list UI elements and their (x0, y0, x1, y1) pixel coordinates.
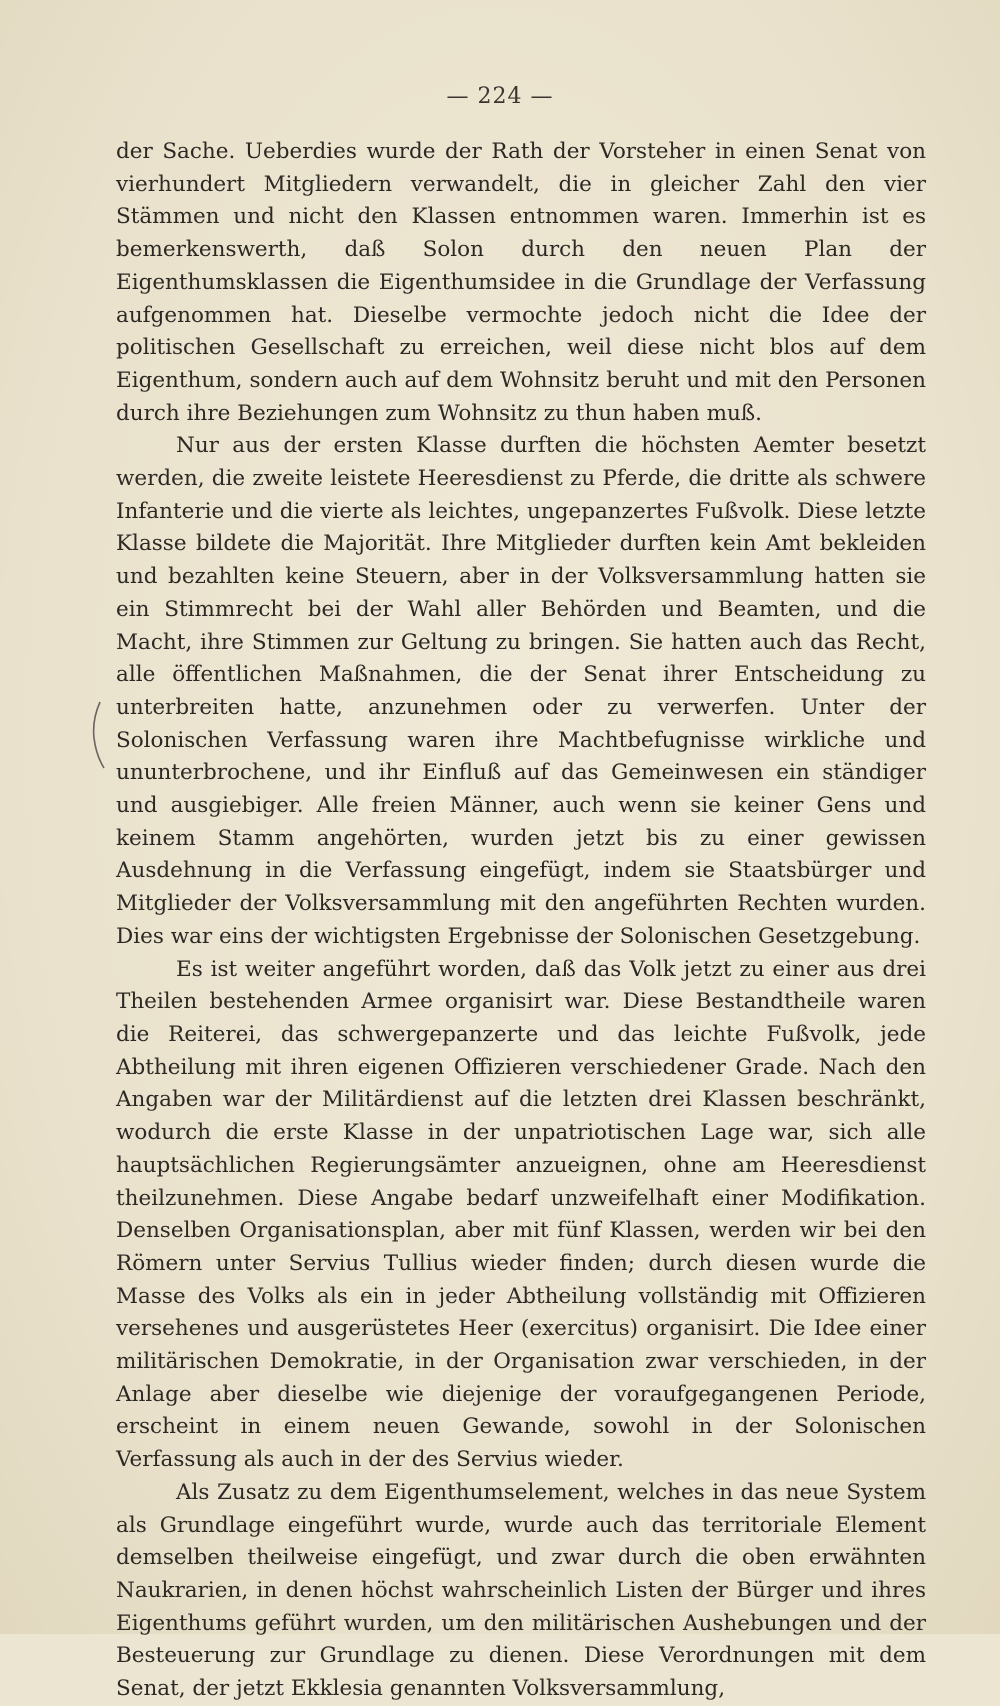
body-text (116, 136, 926, 1706)
paragraph: der Sache. Ueberdies wurde der Rath der Vorsteher in einen Senat von vierhundert Mitgliedern verwandelt, die in gleicher Zahl den vier Stämmen und nicht den Klassen entnommen waren. Immerhin ist es bemerkenswerth, daß Solon durch den neuen Plan der Eigenthumsklassen die Eigenthumsidee in die Grundlage der Verfassung aufgenommen hat. Dieselbe vermochte jedoch nicht die Idee der politischen Gesellschaft zu erreichen, weil diese nicht blos auf dem Eigenthum, sondern auch auf dem Wohnsitz beruht und mit den Personen durch ihre Beziehungen zum Wohnsitz zu thun haben muß. (116, 139, 926, 426)
margin-pencil-mark (88, 700, 108, 770)
paragraph: Es ist weiter angeführt worden, daß das Volk jetzt zu einer aus drei Theilen bestehenden Armee organisirt war. Diese Bestandtheile waren die Reiterei, das schwergepanzerte und das leichte Fußvolk, jede Abtheilung mit ihren eigenen Offizieren verschiedener Grade. Nach den Angaben war der Militärdienst auf die letzten drei Klassen beschränkt, wodurch die erste Klasse in der unpatriotischen Lage war, sich alle hauptsächlichen Regierungsämter anzueignen, ohne am Heeresdienst theilzunehmen. Diese Angabe bedarf unzweifelhaft einer Modifikation. Denselben Organisationsplan, aber mit fünf Klassen, werden wir bei den Römern unter Servius Tullius wieder finden; durch diesen wurde die Masse des Volks als ein in jeder Abtheilung vollständig mit Offizieren versehenes und ausgerüstetes Heer (exercitus) organisirt. Die Idee einer militärischen Demokratie, in der Organisation zwar verschieden, in der Anlage aber dieselbe wie diejenige der voraufgegangenen Periode, erscheint in einem neuen Gewande, sowohl in der Solonischen Verfassung als auch in der des Servius wieder. (116, 956, 926, 1473)
paragraph: Nur aus der ersten Klasse durften die höchsten Aemter besetzt werden, die zweite leistete Heeresdienst zu Pferde, die dritte als schwere Infanterie und die vierte als leichtes, ungepanzertes Fußvolk. Diese letzte Klasse bildete die Majorität. Ihre Mitglieder durften kein Amt bekleiden und bezahlten keine Steuern, aber in der Volksversammlung hatten sie ein Stimmrecht bei der Wahl aller Behörden und Beamten, und die Macht, ihre Stimmen zur Geltung zu bringen. Sie hatten auch das Recht, alle öffentlichen Maßnahmen, die der Senat ihrer Entscheidung zu unterbreiten hatte, anzunehmen oder zu verwerfen. Unter der Solonischen Verfassung waren ihre Machtbefugnisse wirkliche und ununterbrochene, und ihr Einfluß auf das Gemeinwesen ein ständiger und ausgiebiger. Alle freien Männer, auch wenn sie keiner Gens und keinem Stamm angehörten, wurden jetzt bis zu einer gewissen Ausdehnung in die Verfassung eingefügt, indem sie Staatsbürger und Mitglieder der Volksversammlung mit den angeführten Rechten wurden. Dies war eins der wichtigsten Ergebnisse der Solonischen Gesetzgebung. (116, 433, 926, 949)
paragraph: Als Zusatz zu dem Eigenthumselement, welches in das neue System als Grundlage eingeführt wurde, wurde auch das territoriale Element demselben theilweise eingefügt, und zwar durch die oben erwähnten Naukrarien, in denen höchst wahrscheinlich Listen der Bürger und ihres Eigenthums geführt wurden, um den militärischen Aushebungen und der Besteuerung zur Grundlage zu dienen. Diese Verordnungen mit dem Senat, der jetzt Ekklesia genannten Volksversammlung, (116, 1479, 926, 1702)
page-number: — 224 — (446, 84, 554, 109)
